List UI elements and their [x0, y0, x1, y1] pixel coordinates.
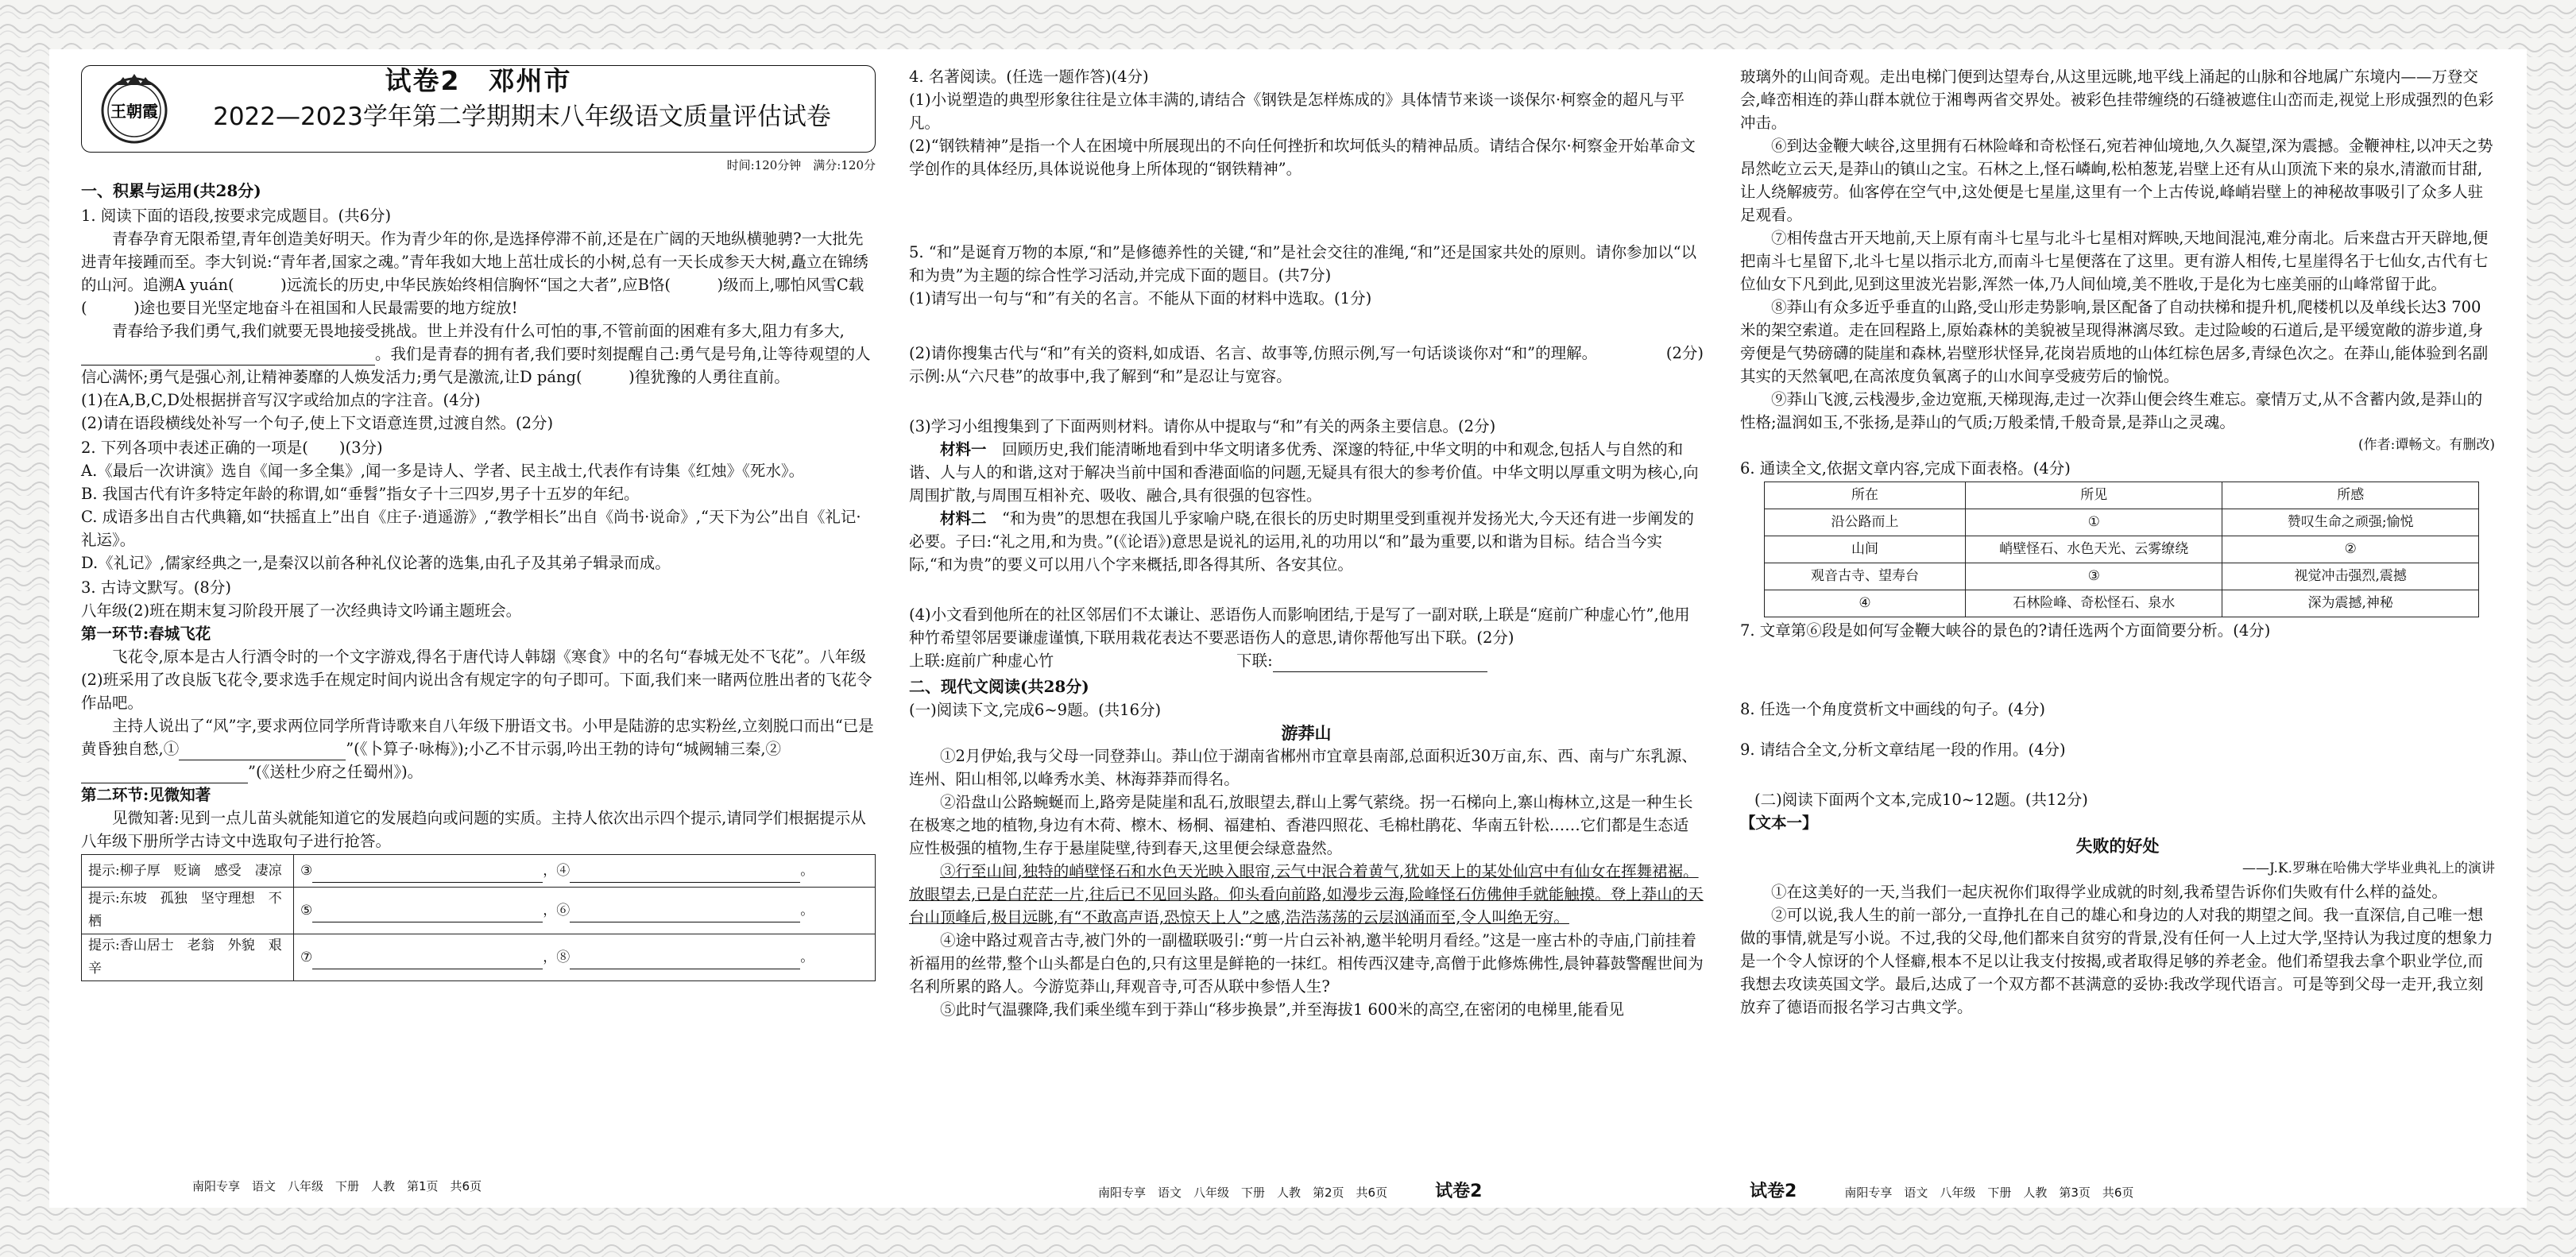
answer-space[interactable]: [1740, 642, 2495, 698]
footer-tag: 试卷2: [1435, 1182, 1483, 1201]
table-row: [1765, 563, 2479, 590]
page-footer: [1750, 1178, 2133, 1202]
answer-blank[interactable]: [1273, 656, 1487, 672]
blank-number: ⑦: [300, 949, 313, 965]
question-intro: 八年级(2)班在期末复习阶段开展了一次经典诗文吟诵主题班会。: [81, 601, 522, 620]
table-cell: 深为震撼,神秘: [2222, 590, 2479, 617]
choice-d: D.《礼记》,儒家经典之一,是秦汉以前各种礼仪论著的选集,由孔子及其弟子辑录而成。: [81, 554, 671, 572]
answer-space[interactable]: [1740, 761, 2495, 788]
activity-heading: 第一环节:春城飞花: [81, 625, 211, 643]
material-label: 材料二: [940, 509, 987, 528]
activity-text: 见微知著:见到一点儿苗头就能知道它的发展趋向或问题的实质。主持人依次出示四个提示,请同学们根据提示从八年级下册所学古诗文中选取句子进行抢答。: [81, 809, 866, 850]
material-text: “和为贵”的思想在我国儿乎家喻户晓,在很长的历史时期里受到重视并发扬光大,今天还有进一步阐发的必要。子曰:“礼之用,和为贵。”(《论语》)意思是说礼的运用,礼的功用以“和”最为重要,以和谐为目标。结合当今实际,“和为贵”的要义可以用八个字来概括,即各得其所、各安其位。: [909, 509, 1694, 574]
table-cell: 山间: [1765, 536, 1966, 563]
article-paragraph: ⑧莽山有众多近乎垂直的山路,受山形走势影响,景区配备了自动扶梯和提升机,爬楼机以及单线长达3 700米的架空索道。走在回程路上,原始森林的美貌被呈现得淋漓尽致。走过险峻的石道后,是平缓宽敞的游步道,身旁便是气势磅礴的陡崖和森林,岩壁形状怪异,花岗岩质地的山体红棕色居多,青绿色次之。在莽山,能体验到名副其实的天然氧吧,在高浓度负氧离子的山水间享受疲劳后的愉悦。: [1740, 298, 2489, 385]
article-paragraph: ④途中路过观音古寺,被门外的一副楹联吸引:“剪一片白云补衲,邀半轮明月看经。”这是一座古朴的寺庙,门前挂着祈福用的丝带,整个山头都是白色的,只有这里是鲜艳的一抹红。相传西汉建寺,高僧于此修炼佛性,晨钟暮鼓警醒世间为名利所累的路人。今游览莽山,拜观音寺,可否从联中参悟人生?: [909, 931, 1704, 996]
passage-paragraph: 青春孕育无限希望,青年创造美好明天。作为青少年的你,是选择停滞不前,还是在广阔的天地纵横驰骋?一大批先进青年接踵而至。李大钊说:“青年者,国家之魂。”青年我如大地上茁壮成长的小树,总有一天长成参天大树,矗立在锦绣的山河。追溯A yuán( )远流长的历史,中华民族始终相信胸怀“国之大者”,应B恪( )级而上,哪怕风雪C载( )途也要目光坚定地奋斗在祖国和人民最需要的地方绽放!: [81, 230, 868, 317]
table-cell[interactable]: ③: [1966, 563, 2222, 590]
article-paragraph: 玻璃外的山间奇观。走出电梯门便到达望寿台,从这里远眺,地平线上涌起的山脉和谷地属广东境内——万登交会,峰峦相连的莽山群本就位于湘粤两省交界处。被彩色挂带缠绕的石缝被遮住山峦而走,视觉上形成强烈的色彩冲击。: [1740, 68, 2494, 132]
hint-answer-cell[interactable]: ③ ，④ 。: [294, 855, 876, 888]
choice-b: B. 我国古代有许多特定年龄的称谓,如“垂髫”指女子十三四岁,男子十五岁的年纪。: [81, 485, 640, 503]
table-row: [1765, 536, 2479, 563]
hint-row: [82, 855, 876, 888]
question-7: 7. 文章第⑥段是如何写金鞭大峡谷的景色的?请任选两个方面简要分析。(4分): [1740, 621, 2271, 640]
activity-heading: 第二环节:见微知著: [81, 786, 211, 804]
activity-text-part: ”(《送杜少府之任蜀州》)。: [248, 763, 424, 781]
logo-text: 王朝霞: [110, 102, 158, 121]
question-4: 4. 名著阅读。(任选一题作答)(4分): [909, 68, 1149, 86]
page-footer: [1098, 1178, 1482, 1202]
table-cell: 沿公路而上: [1765, 509, 1966, 536]
answer-blank[interactable]: [312, 906, 543, 922]
page-footer: 南阳专享 语文 八年级 下册 人教 第1页 共6页: [192, 1179, 482, 1193]
reading-instruction: (二)阅读下面两个文本,完成10~12题。(共12分): [1754, 791, 2088, 809]
article-paragraph: ②可以说,我人生的前一部分,一直挣扎在自己的雄心和身边的人对我的期望之间。我一直深信,自己唯一想做的事情,就是写小说。不过,我的父母,他们都来自贫穷的背景,没有任何一人上过大学,坚持认为我过度的想象力是一个令人惊讶的个人怪癖,根本不足以让我支付按揭,或者取得足够的养老金。他们希望我去拿个职业学位,而我想去攻读英国文学。最后,达成了一个双方都不甚满意的妥协:我改学现代语言。可是等到父母一走开,我立刻放弃了德语而报名学习古典文学。: [1740, 906, 2493, 1016]
answer-space[interactable]: [909, 388, 1704, 415]
answer-blank[interactable]: [81, 767, 248, 783]
blank-number: ⑤: [300, 902, 313, 919]
hint-label: 提示:香山居士 老翁 外貌 艰辛: [82, 934, 294, 981]
passage-text: 。我们是青春的拥有者,我们要时刻提醒自己:勇气是号角,让等待观望的人信心满怀;勇气是强心剂,让精神萎靡的人焕发活力;勇气是激流,让D páng( )徨犹豫的人勇往直前。: [81, 345, 871, 386]
table-cell: 观音古寺、望寿台: [1765, 563, 1966, 590]
exam-title: 试卷2 邓州市: [385, 65, 572, 96]
exam-sheet: [49, 49, 2527, 1208]
answer-space[interactable]: [909, 180, 1704, 241]
question-1: 1. 阅读下面的语段,按要求完成题目。(共6分): [81, 207, 392, 225]
question-9: 9. 请结合全文,分析文章结尾一段的作用。(4分): [1740, 741, 2066, 759]
activity-text: 飞花令,原本是古人行酒令时的一个文字游戏,得名于唐代诗人韩翃《寒食》中的名句“春城无处不飞花”。八年级(2)班采用了改良版飞花令,要求选手在规定时间内说出含有规定字的句子即可。下面,我们来一睹两位胜出者的飞花令作品吧。: [81, 648, 872, 712]
material-1: [909, 438, 1704, 507]
question-8: 8. 任选一个角度赏析文中画线的句子。(4分): [1740, 700, 2045, 718]
answer-space[interactable]: [909, 576, 1704, 603]
answer-blank[interactable]: [570, 953, 800, 969]
table-cell[interactable]: ①: [1966, 509, 2222, 536]
couplet-lower-label: 下联:: [1236, 652, 1273, 670]
material-text: 回顾历史,我们能清晰地看到中华文明诸多优秀、深邃的特征,中华文明的中和观念,包括人与自然的和谐、人与人的和谐,这对于解决当前中国和香港面临的问题,无疑具有很大的参考价值。中华文明以厚重文明为核心,向周围扩散,与周围互相补充、吸收、融合,具有很强的包容性。: [909, 440, 1699, 505]
hint-answer-cell[interactable]: ⑤ ，⑥ 。: [294, 888, 876, 934]
footer-text: 南阳专享 语文 八年级 下册 人教 第3页 共6页: [1844, 1185, 2134, 1200]
sub-question: (3)学习小组搜集到了下面两则材料。请你从中提取与“和”有关的两条主要信息。(2分): [909, 417, 1496, 435]
sub-question: (1)请写出一句与“和”有关的名言。不能从下面的材料中选取。(1分): [909, 289, 1372, 307]
hint-label: 提示:东坡 孤独 坚守理想 不栖: [82, 888, 294, 934]
activity-text: [81, 714, 876, 783]
footer-text: 南阳专享 语文 八年级 下册 人教 第2页 共6页: [1098, 1185, 1388, 1200]
table-cell: 峭壁怪石、水色天光、云雾缭绕: [1966, 536, 2222, 563]
page-column-1: [81, 65, 876, 981]
hint-table: [81, 854, 876, 981]
answer-blank[interactable]: [312, 866, 543, 883]
article-paragraph: ⑨莽山飞渡,云栈漫步,金边宽瓶,天梯现海,走过一次莽山便会终生难忘。豪情万丈,从不含蓄内敛,是莽山的性格;温润如玉,不张扬,是莽山的气质;万般柔情,千般奇景,是莽山之灵魂。: [1740, 390, 2483, 431]
choice-a: A.《最后一次讲演》选自《闻一多全集》,闻一多是诗人、学者、民主战士,代表作有诗集《红烛》《死水》。: [81, 462, 805, 480]
answer-blank[interactable]: [179, 744, 346, 760]
article-paragraph: ⑦相传盘古开天地前,天上原有南斗七星与北斗七星相对辉映,天地间混沌,难分南北。后来盘古开天辟地,便把南斗七星留下,北斗七星以指示北方,而南斗七星便落在了这里。更有游人相传,七星崖得名于七仙女,古代有七位仙女下凡到此,见到这里波光岩影,浑然一体,乃人间仙境,美不胜收,于是化为七座美丽的山峰常留于此。: [1740, 229, 2489, 293]
sub-question: (4)小文看到他所在的社区邻居们不太谦让、恶语伤人而影响团结,于是写了一副对联,上联是“庭前广种虚心竹”,他用种竹希望邻居要谦虚谨慎,下联用栽花表达不要恶语伤人的意思,请你帮他写出下联。(2分): [909, 605, 1690, 647]
article-paragraph: ①2月伊始,我与父母一同登莽山。莽山位于湖南省郴州市宜章县南部,总面积近30万亩,东、西、南与广东乳源、连州、阳山相邻,以峰秀水美、林海莽莽而得名。: [909, 747, 1697, 788]
exam-subtitle: 2022—2023学年第二学期期末八年级语文质量评估试卷: [213, 102, 831, 131]
article-paragraph: ⑥到达金鞭大峡谷,这里拥有石林险峰和奇松怪石,宛若神仙境地,久久凝望,深为震撼。金鞭神柱,以冲天之势昂然屹立云天,是莽山的镇山之宝。石林之上,怪石嶙峋,松柏葱茏,岩壁上还有从山顶流下来的泉水,清澈而甘甜,让人绕解疲劳。仙客停在空气中,这处便是七星崖,这里有一个上古传说,峰峭岩壁上的神秘故事吸引了众多人驻足观看。: [1740, 137, 2493, 224]
activity-text-part: ”(《卜算子·咏梅》);小乙不甘示弱,吟出王勃的诗句“城阙辅三秦,②: [346, 740, 782, 758]
hint-label: 提示:柳子厚 贬谪 感受 凄凉: [82, 855, 294, 888]
sub-question: (1)小说塑造的典型形象往往是立体丰满的,请结合《钢铁是怎样炼成的》具体情节来谈一谈保尔·柯察金的超凡与平凡。: [909, 91, 1685, 132]
answer-space[interactable]: [909, 310, 1704, 342]
sub-question: [909, 342, 1704, 365]
answer-blank[interactable]: [312, 953, 543, 969]
blank-number: ④: [556, 862, 571, 879]
passage-text: 青春给予我们勇气,我们就要无畏地接受挑战。世上并没有什么可怕的事,不管前面的困难有多大,阻力有多大,: [112, 322, 845, 340]
table-cell[interactable]: ④: [1765, 590, 1966, 617]
blank-number: ③: [300, 862, 313, 879]
hint-answer-cell[interactable]: ⑦ ，⑧ 。: [294, 934, 876, 981]
table-row: [1765, 509, 2479, 536]
question-2: 2. 下列各项中表述正确的一项是( )(3分): [81, 439, 383, 457]
activity-text-part: 主持人说出了“风”字,要求两位同学所背诗歌来自八年级下册语文书。小甲是陆游的忠实粉丝,立刻脱口而出“已是黄昏独自愁,①: [81, 717, 874, 758]
article-source: (作者:谭畅文。有删改): [2358, 437, 2495, 453]
article-paragraph: ③行至山间,独特的峭壁怪石和水色天光映入眼帘,云气中泯合着黄气,犹如天上的某处仙宫中有仙女在挥舞裙裾。放眼望去,已是白茫茫一片,往后已不见回头路。仰头看向前路,如漫步云海,险峰怪石仿佛伸手就能触摸。登上莽山的天台山顶峰后,极目远眺,有“不敢高声语,恐惊天上人”之感,浩浩荡荡的云层汹涌而至,令人叫绝无穷。: [909, 862, 1704, 926]
table-cell: 视觉冲击强烈,震撼: [2222, 563, 2479, 590]
question-6: 6. 通读全文,依据文章内容,完成下面表格。(4分): [1740, 459, 2071, 478]
text-label: 【文本一】: [1740, 814, 1818, 832]
blank-number: ⑥: [556, 902, 571, 919]
article-paragraph: ①在这美好的一天,当我们一起庆祝你们取得学业成就的时刻,我希望告诉你们失败有什么样的益处。: [1771, 883, 2447, 901]
question-5: 5. “和”是诞育万物的本原,“和”是修德养性的关键,“和”是社会交往的准绳,“和”还是国家共处的原则。请你参加以“以和为贵”为主题的综合性学习活动,并完成下面的题目。(共7分): [909, 243, 1697, 284]
couplet-row: [909, 649, 1704, 672]
table-header-cell: 所感: [2222, 482, 2479, 509]
passage-paragraph: [81, 319, 876, 389]
answer-blank[interactable]: [570, 866, 800, 883]
section-heading: 二、现代文阅读(共28分): [909, 677, 1089, 696]
table-cell: 赞叹生命之顽强;愉悦: [2222, 509, 2479, 536]
table-cell[interactable]: ②: [2222, 536, 2479, 563]
table-header-cell: 所见: [1966, 482, 2222, 509]
article-paragraph: ②沿盘山公路蜿蜒而上,路旁是陡崖和乱石,放眼望去,群山上雾气萦绕。拐一石梯向上,寨山梅林立,这是一种生长在极寒之地的植物,身边有木荷、檫木、杨桐、福建柏、香港四照花、毛棉杜鹃花、华南五针松……它们都是生态适应性极强的植物,生存于悬崖陡壁,待到春天,这里便会绿意盎然。: [909, 793, 1693, 857]
score: (2分): [1665, 344, 1704, 362]
page-column-3: [1740, 65, 2495, 1019]
material-2: [909, 507, 1704, 576]
footer-tag: 试卷2: [1750, 1182, 1797, 1201]
table-row: [1765, 590, 2479, 617]
table-header-cell: 所在: [1765, 482, 1966, 509]
answer-space[interactable]: [1740, 721, 2495, 738]
article-title: 游莽山: [1281, 723, 1332, 743]
answer-blank[interactable]: [81, 349, 375, 365]
sub-question: (1)在A,B,C,D处根据拼音写汉字或给加点的字注音。(4分): [81, 391, 481, 409]
exam-meta: 时间:120分钟 满分:120分: [726, 158, 876, 172]
article-title: 失败的好处: [2075, 836, 2160, 856]
example-text: 示例:从“六尺巷”的故事中,我了解到“和”是忍让与宽容。: [909, 367, 1292, 385]
table-cell: 石林险峰、奇松怪石、泉水: [1966, 590, 2222, 617]
question-3: 3. 古诗文默写。(8分): [81, 578, 231, 597]
couplet-upper: 上联:庭前广种虚心竹: [909, 652, 1054, 670]
exam-header: [81, 65, 876, 153]
sub-question-text: (2)请你搜集古代与“和”有关的资料,如成语、名言、故事等,仿照示例,写一句话谈谈你对“和”的理解。: [909, 344, 1598, 362]
answer-blank[interactable]: [570, 906, 800, 922]
sub-question: (2)“钢铁精神”是指一个人在困境中所展现出的不向任何挫折和坎坷低头的精神品质。请结合保尔·柯察金开始革命文学创作的具体经历,具体说说他身上所体现的“钢铁精神”。: [909, 137, 1696, 178]
sub-question: (2)请在语段横线处补写一个句子,使上下文语意连贯,过渡自然。(2分): [81, 414, 554, 432]
answer-table: [1764, 482, 2479, 617]
material-label: 材料一: [940, 440, 987, 458]
section-heading: 一、积累与运用(共28分): [81, 181, 261, 200]
article-byline: ——J.K.罗琳在哈佛大学毕业典礼上的演讲: [2241, 861, 2495, 876]
choice-c: C. 成语多出自古代典籍,如“扶摇直上”出自《庄子·逍遥游》,“教学相长”出自《尚书·说命》,“天下为公”出自《礼记·礼运》。: [81, 508, 861, 549]
hint-row: [82, 888, 876, 934]
article-paragraph: ⑤此时气温骤降,我们乘坐缆车到于莽山“移步换景”,并至海拔1 600米的高空,在密闭的电梯里,能看见: [940, 1000, 1625, 1019]
reading-instruction: (一)阅读下文,完成6~9题。(共16分): [909, 701, 1162, 719]
page-column-2: [909, 65, 1704, 1021]
hint-row: [82, 934, 876, 981]
blank-number: ⑧: [556, 949, 571, 965]
